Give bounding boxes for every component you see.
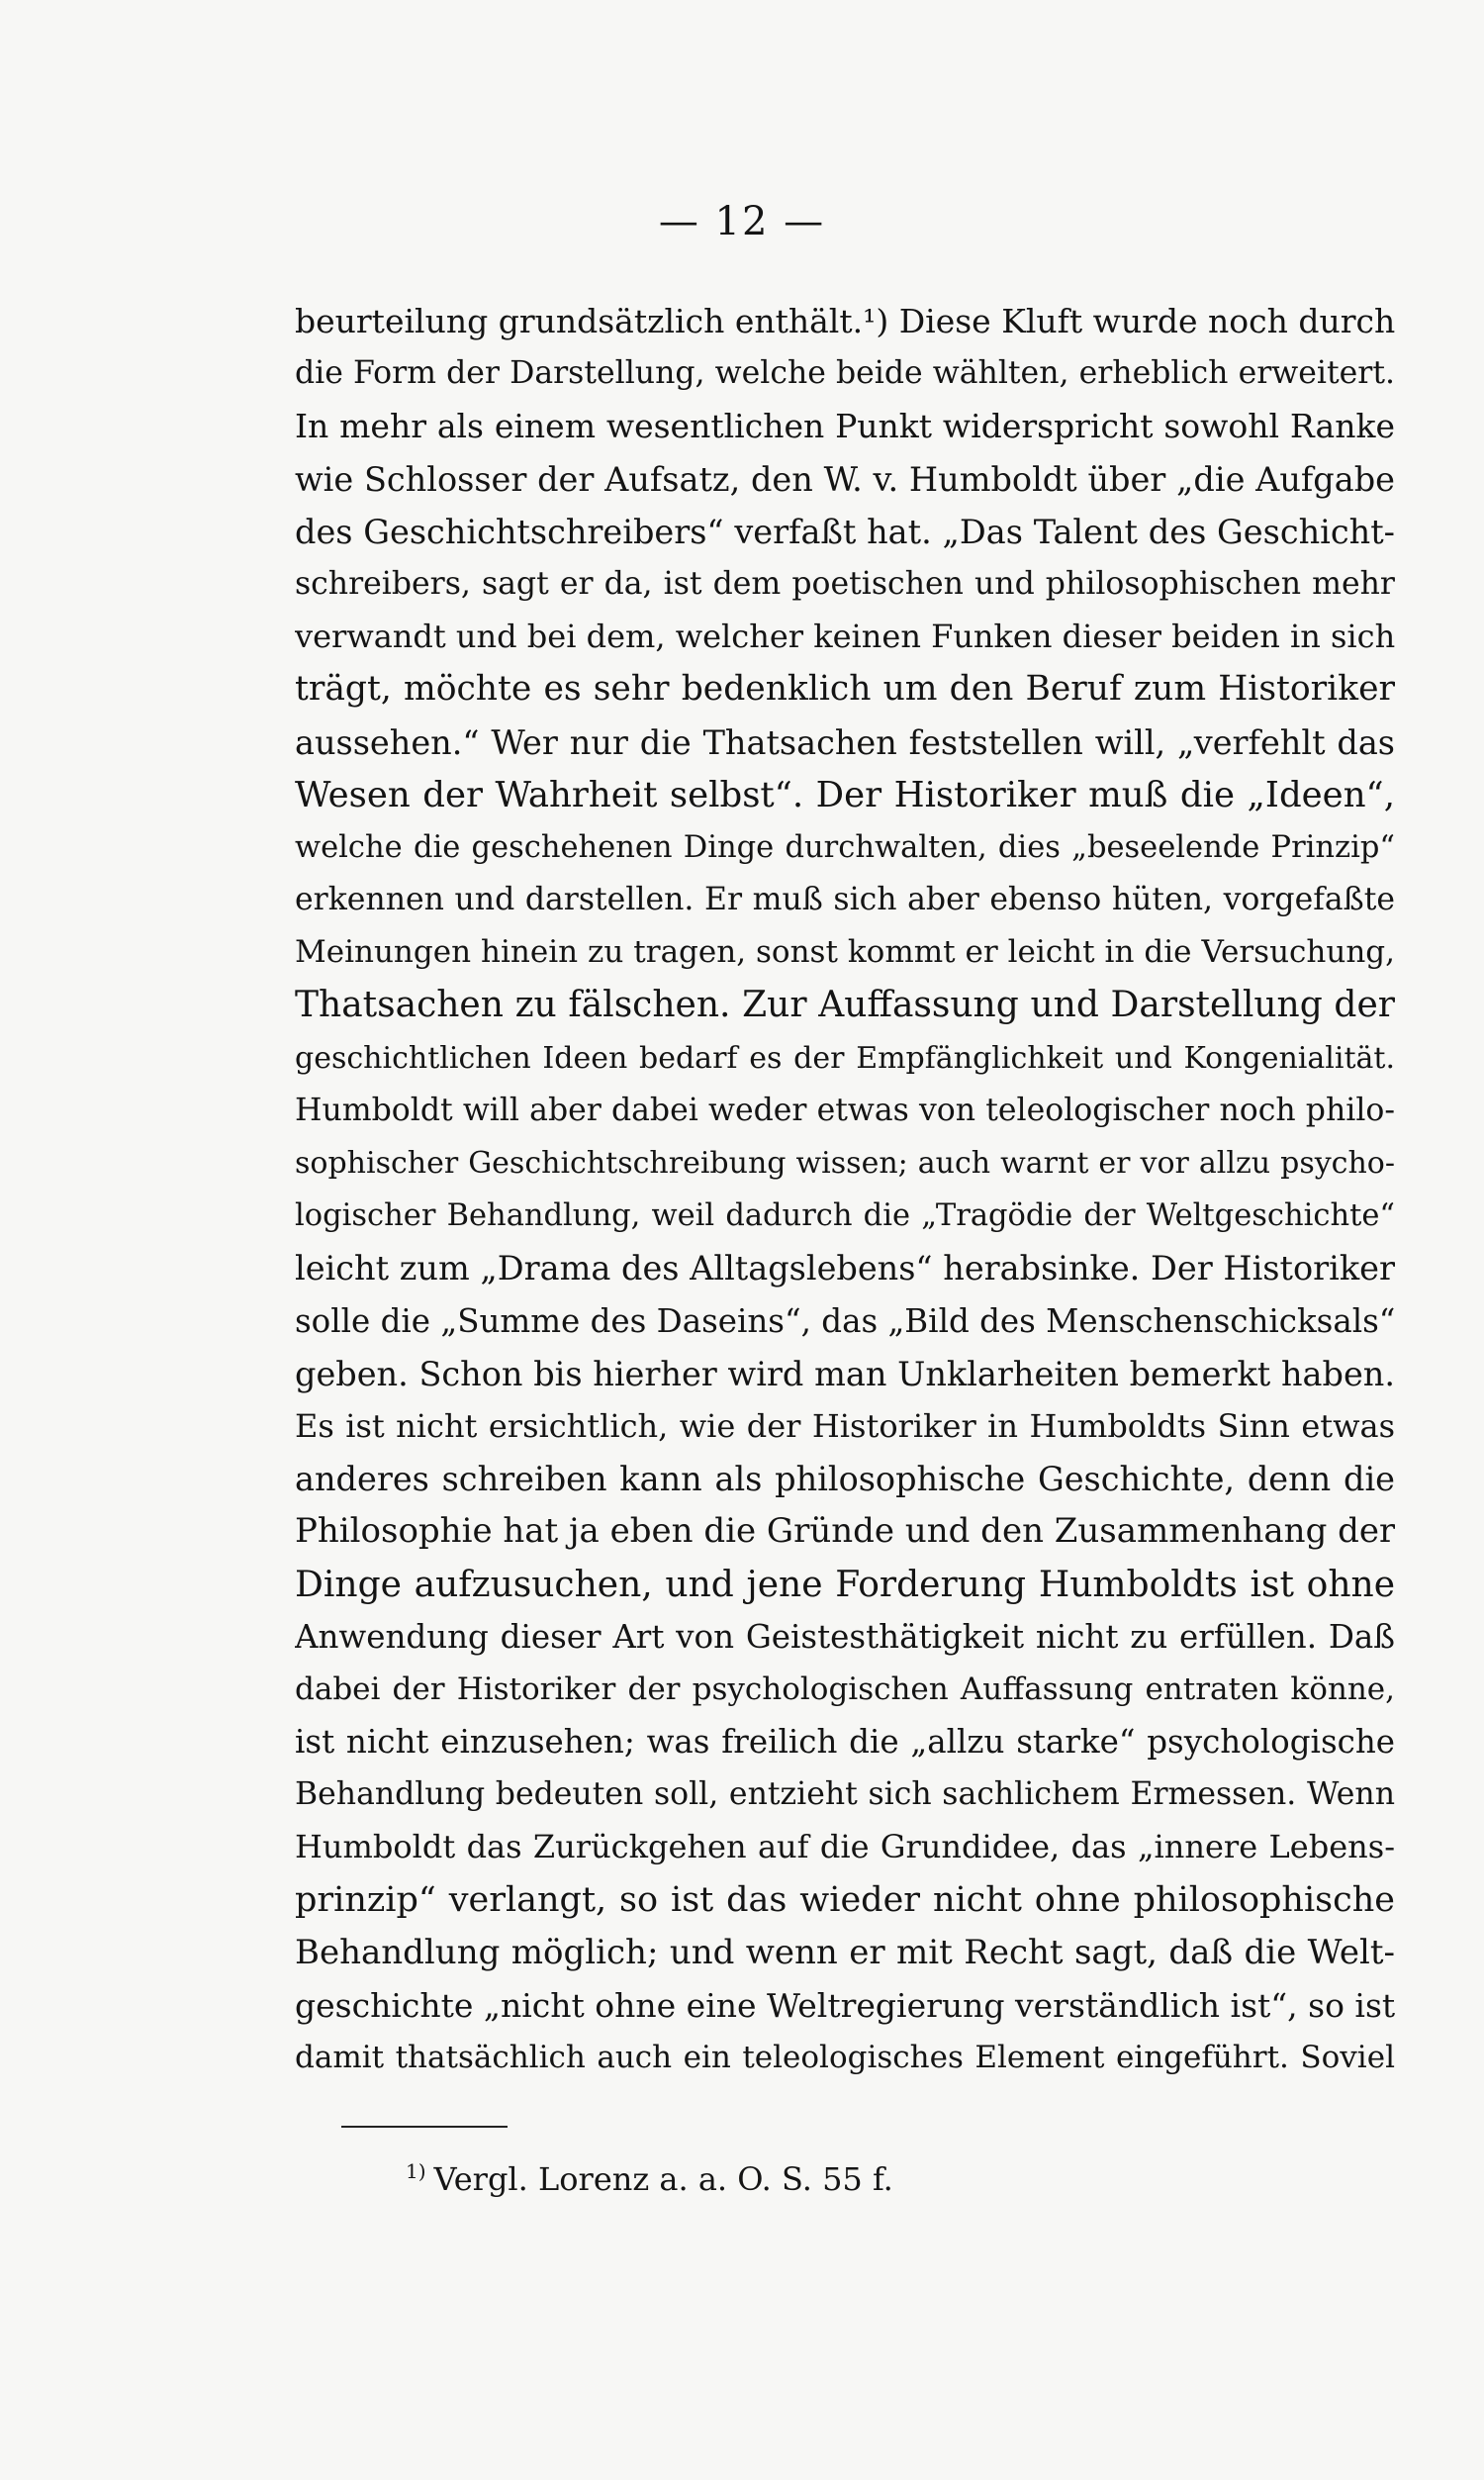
text-line: Behandlung bedeuten soll, entzieht sich sachlichem Ermessen. Wenn [295,1776,1395,1813]
text-line: schreibers, sagt er da, ist dem poetischen und philosophischen mehr [295,565,1395,602]
body-text [295,295,1395,2084]
text-line: wie Schlosser der Aufsatz, den W. v. Humboldt über „die Aufgabe [295,459,1395,499]
text-line: damit thatsächlich auch ein teleologisches Element eingeführt. Soviel [295,2040,1395,2076]
text-line: Thatsachen zu fälschen. Zur Auffassung und Darstellung der [295,985,1395,1026]
text-line: geben. Schon bis hierher wird man Unklarheiten bemerkt haben. [295,1354,1395,1393]
text-line: Humboldt das Zurückgehen auf die Grundidee, das „innere Lebens- [295,1828,1395,1866]
text-line: erkennen und darstellen. Er muß sich aber ebenso hüten, vorgefaßte [295,882,1395,918]
text-line: geschichtlichen Ideen bedarf es der Empfänglichkeit und Kongenialität. [295,1040,1395,1076]
text-line: leicht zum „Drama des Alltagslebens“ herabsinke. Der Historiker [295,1249,1395,1288]
text-line: Meinungen hinein zu tragen, sonst kommt er leicht in die Versuchung, [295,934,1395,971]
text-line: Behandlung möglich; und wenn er mit Recht sagt, daß die Welt- [295,1932,1395,1972]
text-line: die Form der Darstellung, welche beide wählten, erheblich erweitert. [295,355,1395,392]
footnote-divider [341,2126,508,2128]
text-line: In mehr als einem wesentlichen Punkt widerspricht sowohl Ranke [295,407,1395,446]
text-line: trägt, möchte es sehr bedenklich um den Beruf zum Historiker [295,669,1395,710]
footnote-text: Vergl. Lorenz a. a. O. S. 55 f. [433,2160,893,2198]
text-line: sophischer Geschichtschreibung wissen; auch warnt er vor allzu psycho- [295,1146,1395,1181]
text-line: Humboldt will aber dabei weder etwas von teleologischer noch philo- [295,1092,1395,1128]
text-line: Es ist nicht ersichtlich, wie der Historiker in Humboldts Sinn etwas [295,1406,1395,1445]
text-line: geschichte „nicht ohne eine Weltregierung verständlich ist“, so ist [295,1986,1395,2025]
text-line: prinzip“ verlangt, so ist das wieder nicht ohne philosophische [295,1879,1395,1920]
text-line: Anwendung dieser Art von Geistesthätigkeit nicht zu erfüllen. Daß [295,1617,1395,1656]
text-line: welche die geschehenen Dinge durchwalten, dies „beseelende Prinzip“ [295,829,1395,865]
footnote [406,2149,893,2201]
text-line: ist nicht einzusehen; was freilich die „allzu starke“ psychologische [295,1723,1395,1762]
footnote-marker: 1) [406,2159,426,2183]
text-line: des Geschichtschreibers“ verfaßt hat. „Das Talent des Geschicht- [295,512,1395,551]
text-line: Dinge aufzusuchen, und jene Forderung Humboldts ist ohne [295,1564,1395,1605]
text-line: Philosophie hat ja eben die Gründe und den Zusammenhang der [295,1511,1395,1552]
text-line: anderes schreiben kann als philosophische Geschichte, denn die [295,1460,1395,1499]
text-line: beurteilung grundsätzlich enthält.¹) Diese Kluft wurde noch durch [295,302,1395,340]
text-line: solle die „Summe des Daseins“, das „Bild des Menschenschicksals“ [295,1301,1395,1340]
text-line: Wesen der Wahrheit selbst“. Der Historiker muß die „Ideen“, [295,774,1395,815]
text-line: aussehen.“ Wer nur die Thatsachen feststellen will, „verfehlt das [295,722,1395,762]
text-line: verwandt und bei dem, welcher keinen Funken dieser beiden in sich [295,618,1395,656]
text-line: logischer Behandlung, weil dadurch die „Tragödie der Weltgeschichte“ [295,1198,1395,1234]
page-number: — 12 — [658,199,826,244]
text-line: dabei der Historiker der psychologischen Auffassung entraten könne, [295,1670,1395,1707]
